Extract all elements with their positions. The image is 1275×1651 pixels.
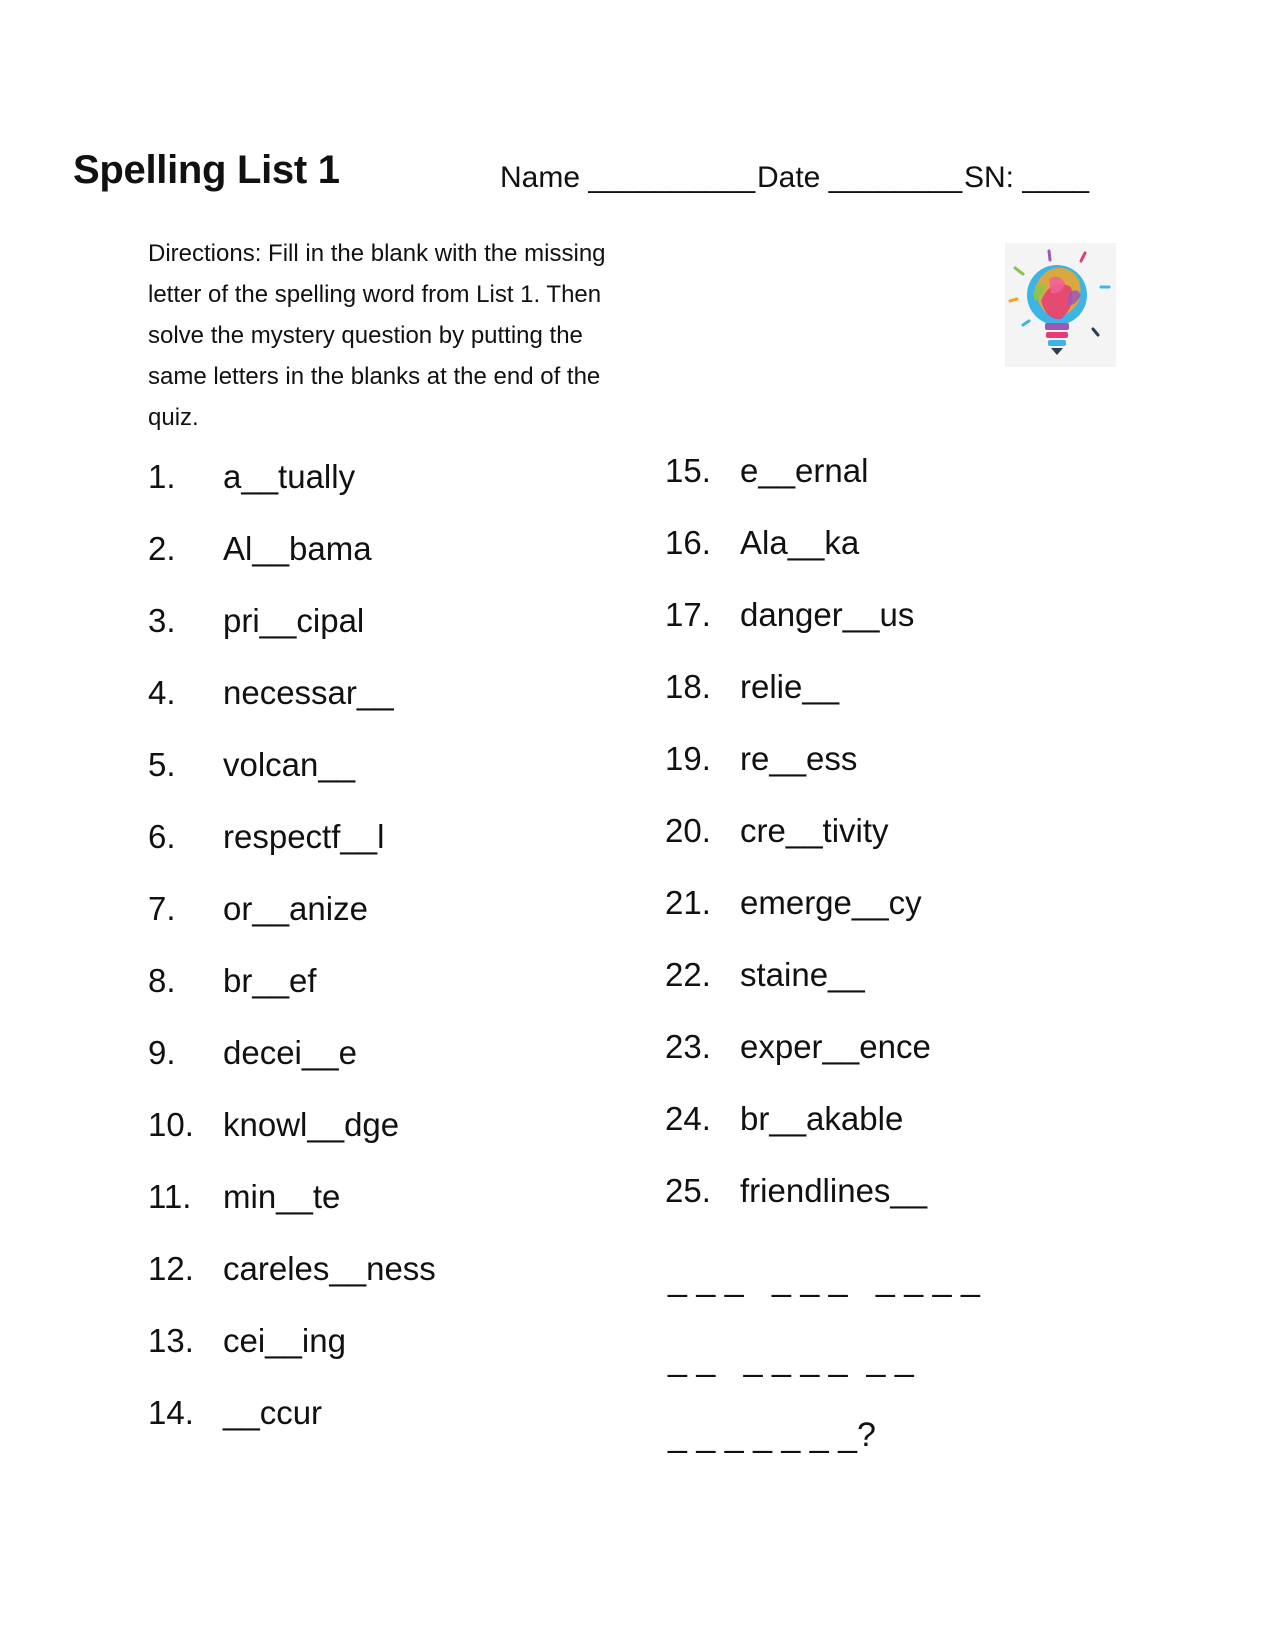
item-number: 13. bbox=[148, 1322, 194, 1359]
item-number: 12. bbox=[148, 1250, 194, 1287]
item-word: pri__cipal bbox=[223, 602, 365, 639]
sn-field[interactable]: SN: ____ bbox=[964, 161, 1090, 194]
item-number: 15. bbox=[665, 452, 711, 489]
item-word: cei__ing bbox=[223, 1322, 346, 1359]
item-word: decei__e bbox=[223, 1034, 357, 1071]
page-title: Spelling List 1 bbox=[73, 148, 340, 192]
item-number: 6. bbox=[148, 818, 176, 855]
item-number: 19. bbox=[665, 740, 711, 777]
item-word: knowl__dge bbox=[223, 1106, 400, 1143]
item-word: cre__tivity bbox=[740, 812, 889, 849]
item-word: careles__ness bbox=[223, 1250, 436, 1287]
item-word: min__te bbox=[223, 1178, 341, 1215]
item-word: a__tually bbox=[223, 458, 356, 495]
item-word: __ccur bbox=[223, 1394, 323, 1431]
item-number: 7. bbox=[148, 890, 176, 927]
item-number: 16. bbox=[665, 524, 711, 561]
item-number: 18. bbox=[665, 668, 711, 705]
item-word: br__ef bbox=[223, 962, 317, 999]
name-field[interactable]: Name __________ bbox=[500, 161, 756, 194]
item-word: Al__bama bbox=[223, 530, 372, 567]
item-number: 22. bbox=[665, 956, 711, 993]
directions-text: Directions: Fill in the blank with the missing letter of the spelling word from List 1. Then solve the mystery question by putting the same letters in the blanks at the end of the quiz. bbox=[148, 240, 606, 431]
mystery-line-3[interactable]: _ _ _ _ _ _ _? bbox=[668, 1416, 876, 1454]
item-number: 23. bbox=[665, 1028, 711, 1065]
lightbulb-icon bbox=[1005, 243, 1116, 367]
item-word: volcan__ bbox=[223, 746, 356, 783]
item-word: re__ess bbox=[740, 740, 858, 777]
item-number: 10. bbox=[148, 1106, 194, 1143]
item-word: Ala__ka bbox=[740, 524, 860, 561]
item-number: 9. bbox=[148, 1034, 176, 1071]
item-number: 5. bbox=[148, 746, 176, 783]
date-field[interactable]: Date ________ bbox=[757, 161, 963, 194]
item-word: emerge__cy bbox=[740, 884, 922, 921]
item-word: staine__ bbox=[740, 956, 865, 993]
item-word: e__ernal bbox=[740, 452, 869, 489]
item-number: 25. bbox=[665, 1172, 711, 1209]
item-word: respectf__l bbox=[223, 818, 385, 855]
item-word: relie__ bbox=[740, 668, 840, 705]
item-number: 4. bbox=[148, 674, 176, 711]
item-word: danger__us bbox=[740, 596, 915, 633]
item-number: 24. bbox=[665, 1100, 711, 1137]
item-number: 11. bbox=[148, 1178, 192, 1215]
item-number: 14. bbox=[148, 1394, 194, 1431]
mystery-line-1[interactable]: _ _ _ _ _ _ _ _ _ _ bbox=[668, 1260, 980, 1298]
item-word: exper__ence bbox=[740, 1028, 931, 1065]
item-number: 21. bbox=[665, 884, 711, 921]
item-number: 2. bbox=[148, 530, 176, 567]
item-number: 20. bbox=[665, 812, 711, 849]
item-word: br__akable bbox=[740, 1100, 904, 1137]
item-number: 17. bbox=[665, 596, 711, 633]
mystery-line-2[interactable]: _ _ _ _ _ _ _ _ bbox=[668, 1340, 914, 1378]
item-word: or__anize bbox=[223, 890, 368, 927]
item-number: 3. bbox=[148, 602, 176, 639]
item-number: 1. bbox=[148, 458, 176, 495]
item-word: friendlines__ bbox=[740, 1172, 928, 1209]
item-number: 8. bbox=[148, 962, 176, 999]
item-word: necessar__ bbox=[223, 674, 394, 711]
